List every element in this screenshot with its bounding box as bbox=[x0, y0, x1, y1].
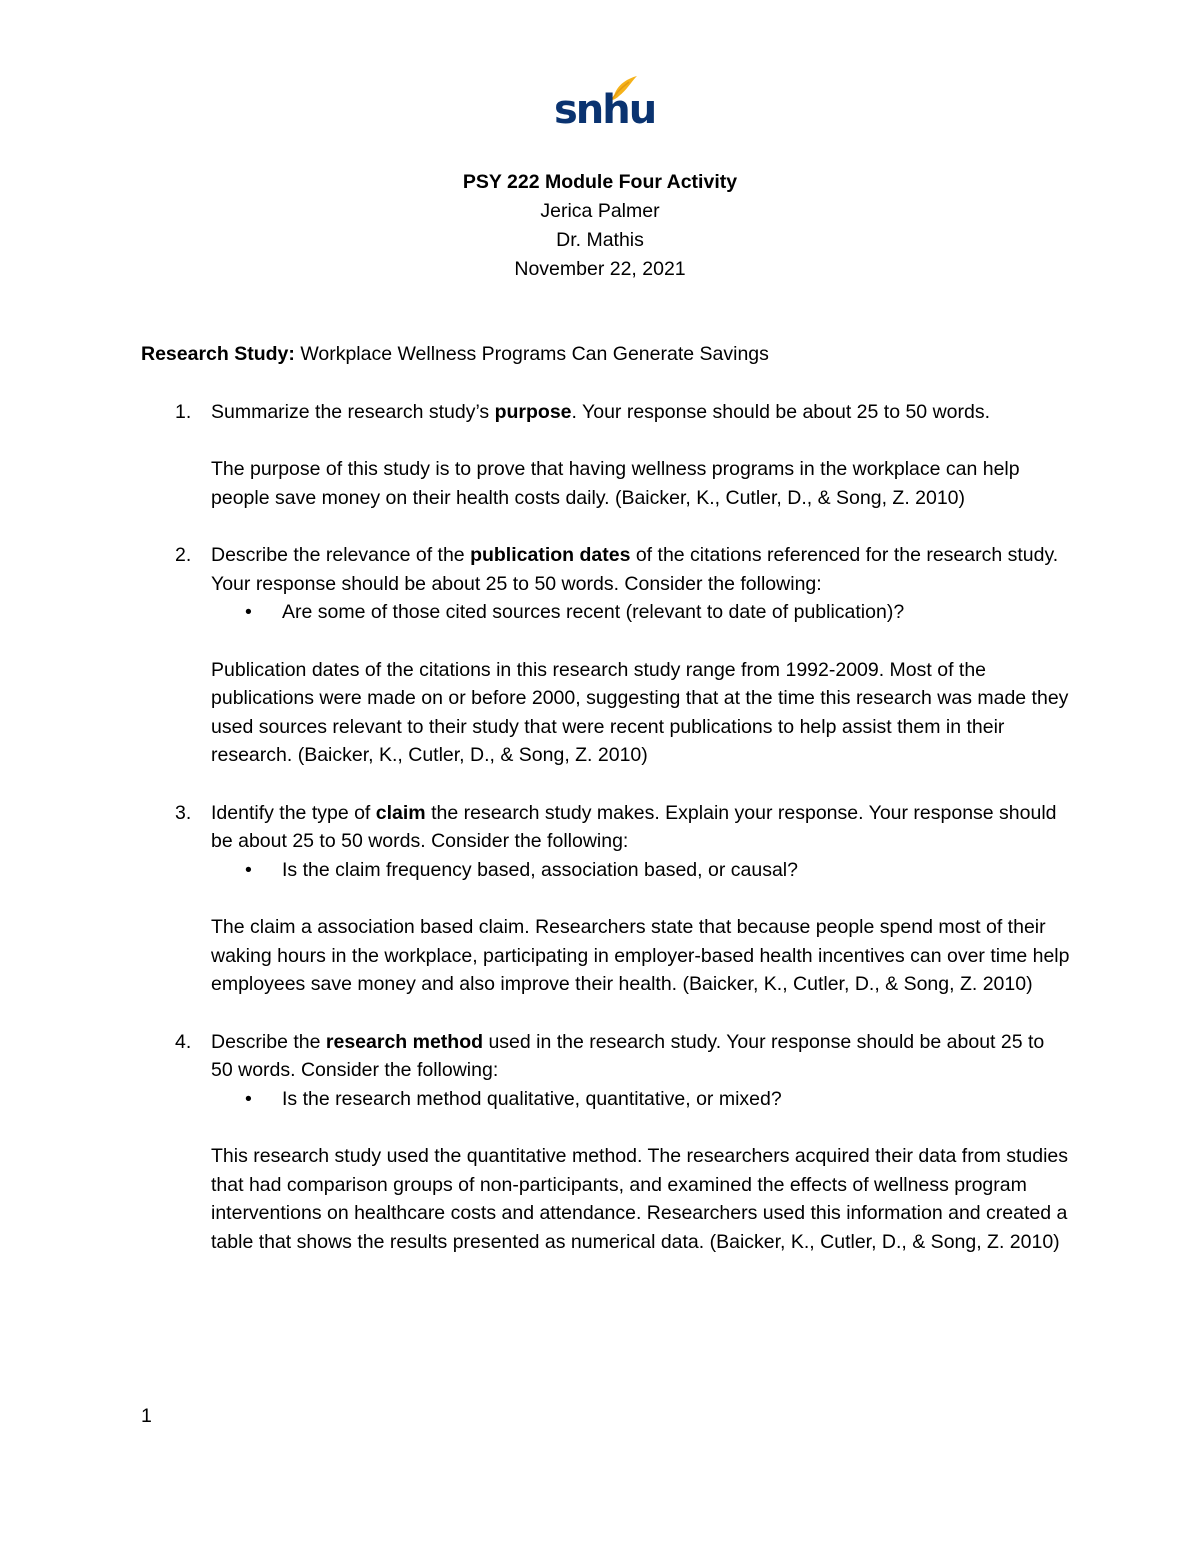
question-number: 1. bbox=[175, 400, 192, 423]
instructor-name: Dr. Mathis bbox=[556, 229, 644, 251]
question-text: Identify the type of bbox=[211, 801, 376, 824]
answer-2: Publication dates of the citations in this research study range from 1992-2009. Most of the publications were made on or before 2000, suggesting that at the time this research was made they used sources relevant to their study that were recent publications to help assist them in their research. (Baicker, K., Cutler, D., & Song, Z. 2010) bbox=[211, 658, 1069, 766]
logo-wordmark: snhu bbox=[554, 87, 656, 133]
question-section-2 bbox=[141, 541, 1071, 770]
research-study-label: Research Study: bbox=[141, 343, 295, 365]
document-body bbox=[141, 340, 1071, 1285]
bullet-icon: • bbox=[245, 858, 252, 881]
snhu-logo bbox=[552, 72, 656, 134]
question-bullet bbox=[141, 856, 1071, 885]
question-text: Describe the relevance of the bbox=[211, 544, 471, 566]
research-study-line bbox=[141, 340, 1071, 369]
question-2 bbox=[141, 541, 1071, 598]
question-number: 4. bbox=[175, 1030, 192, 1053]
question-1 bbox=[141, 398, 1071, 427]
bullet-text: Is the claim frequency based, association based, or causal? bbox=[282, 858, 798, 881]
question-text: Summarize the research study’s bbox=[211, 400, 495, 423]
page-number: 1 bbox=[141, 1405, 152, 1427]
bullet-icon: • bbox=[245, 1087, 252, 1110]
question-text: the research study makes. Explain your response. Your response should be about 25 to 50 words. Consider the following: bbox=[211, 801, 1057, 852]
answer-1: The purpose of this study is to prove that having wellness programs in the workplace can help people save money on their health costs daily. (Baicker, K., Cutler, D., & Song, Z. 2010) bbox=[211, 458, 1020, 509]
question-4 bbox=[141, 1028, 1071, 1085]
answer-3: The claim a association based claim. Researchers state that because people spend most of their waking hours in the workplace, participating in employer-based health incentives can over time help employees save money and also improve their health. (Baicker, K., Cutler, D., & Song, Z. 2010) bbox=[211, 916, 1070, 995]
question-keyword: research method bbox=[325, 1030, 484, 1053]
question-text: . Your response should be about 25 to 50 words. bbox=[571, 400, 991, 423]
question-text: used in the research study. Your response should be about 25 to 50 words. Consider the following: bbox=[211, 1030, 1045, 1081]
document-title: PSY 222 Module Four Activity bbox=[462, 171, 738, 193]
question-section-4 bbox=[141, 1028, 1071, 1257]
answer-4: This research study used the quantitative method. The researchers acquired their data from studies that had comparison groups of non-participants, and examined the effects of wellness program interventions on healthcare costs and attendance. Researchers used this information and created a table that shows the results presented as numerical data. (Baicker, K., Cutler, D., & Song, Z. 2010) bbox=[211, 1145, 1069, 1253]
question-keyword: purpose bbox=[494, 400, 572, 423]
bullet-icon: • bbox=[245, 601, 252, 623]
question-section-3 bbox=[141, 799, 1071, 999]
question-bullet bbox=[141, 598, 1071, 627]
question-number: 2. bbox=[175, 544, 192, 566]
bullet-text: Are some of those cited sources recent (relevant to date of publication)? bbox=[282, 601, 905, 623]
question-bullet bbox=[141, 1085, 1071, 1114]
question-3 bbox=[141, 799, 1071, 856]
question-text: of the citations referenced for the research study. Your response should be about 25 to 50 words. Consider the following: bbox=[211, 544, 1059, 595]
question-number: 3. bbox=[175, 801, 192, 824]
question-text: Describe the bbox=[211, 1030, 326, 1053]
author-name: Jerica Palmer bbox=[540, 200, 660, 222]
question-keyword: publication dates bbox=[470, 544, 631, 566]
document-header bbox=[0, 168, 1200, 284]
question-keyword: claim bbox=[375, 801, 426, 824]
document-date: November 22, 2021 bbox=[514, 258, 686, 280]
question-section-1 bbox=[141, 398, 1071, 513]
research-study-title: Workplace Wellness Programs Can Generate Savings bbox=[300, 343, 769, 365]
bullet-text: Is the research method qualitative, quantitative, or mixed? bbox=[282, 1087, 782, 1110]
